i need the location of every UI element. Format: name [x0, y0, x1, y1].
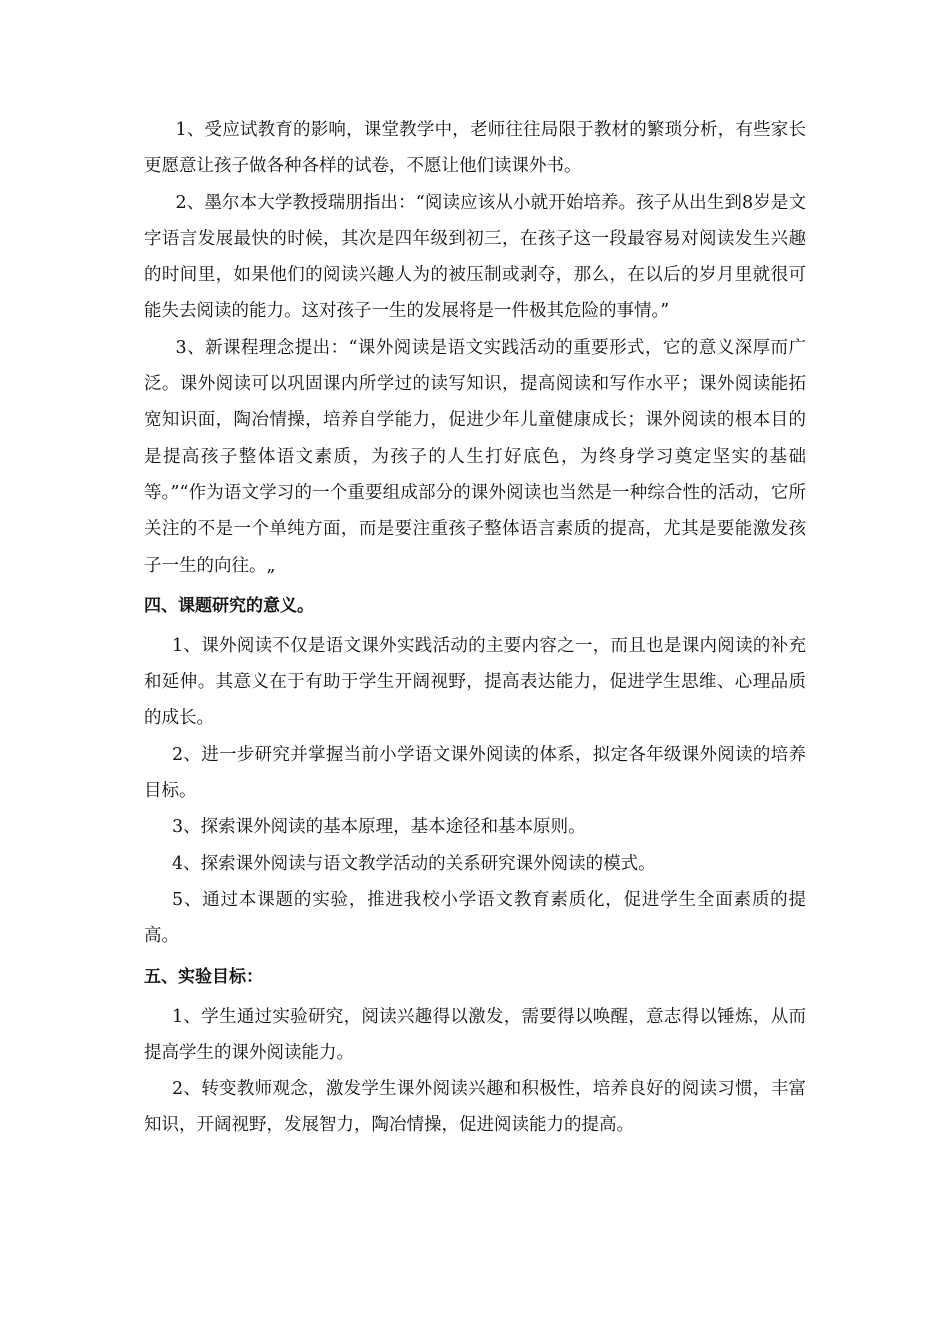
paragraph-significance-1: 1、课外阅读不仅是语文课外实践活动的主要内容之一，而且也是课内阅读的补充和延伸。其意义在于有助于学生开阔视野，提高表达能力，促进学生思维、心理品质的成长。 [144, 635, 806, 729]
paragraph-goal-1: 1、学生通过实验研究，阅读兴趣得以激发，需要得以唤醒，意志得以锤炼，从而提高学生的课外阅读能力。 [144, 1006, 806, 1063]
document-page [144, 112, 806, 1144]
paragraph-significance-5: 5、通过本课题的实验，推进我校小学语文教育素质化，促进学生全面素质的提高。 [144, 889, 806, 947]
paragraph-significance-4: 4、探索课外阅读与语文教学活动的关系研究课外阅读的模式。 [172, 853, 656, 874]
paragraph-background-1: 1、受应试教育的影响，课堂教学中，老师往往局限于教材的繁琐分析，有些家长更愿意让孩子做各种各样的试卷，不愿让他们读课外书。 [144, 120, 806, 177]
paragraph-significance-2: 2、进一步研究并掌握当前小学语文课外阅读的体系，拟定各年级课外阅读的培养目标。 [144, 744, 806, 802]
paragraph-goal-2: 2、转变教师观念，激发学生课外阅读兴趣和积极性，培养良好的阅读习惯，丰富知识，开阔视野，发展智力，陶冶情操，促进阅读能力的提高。 [144, 1079, 806, 1136]
section-heading-goals: 五、实验目标： [144, 966, 263, 987]
paragraph-background-3: 3、新课程理念提出：“课外阅读是语文实践活动的重要形式，它的意义深厚而广泛。课外阅读可以巩固课内所学过的读写知识，提高阅读和写作水平；课外阅读能拓宽知识面，陶冶情操，培养自学能力，促进少年儿童健康成长；课外阅读的根本目的是提高孩子整体语文素质，为孩子的人生打好底色，为终身学习奠定坚实的基础等。”“作为语文学习的一个重要组成部分的课外阅读也当然是一种综合性的活动，它所关注的不是一个单纯方面，而是要注重孩子整体语言素质的提高，尤其是要能激发孩子一生的向往。„ [144, 337, 806, 576]
paragraph-significance-3: 3、探索课外阅读的基本原理，基本途径和基本原则。 [172, 817, 586, 838]
paragraph-background-2: 2、墨尔本大学教授瑞朋指出：“阅读应该从小就开始培养。孩子从出生到8岁是文字语言发展最快的时候，其次是四年级到初三，在孩子这一段最容易对阅读发生兴趣的时间里，如果他们的阅读兴趣人为的被压制或剥夺，那么，在以后的岁月里就很可能失去阅读的能力。这对孩子一生的发展将是一件极其危险的事情。” [144, 192, 806, 322]
section-heading-significance: 四、课题研究的意义。 [144, 595, 314, 616]
